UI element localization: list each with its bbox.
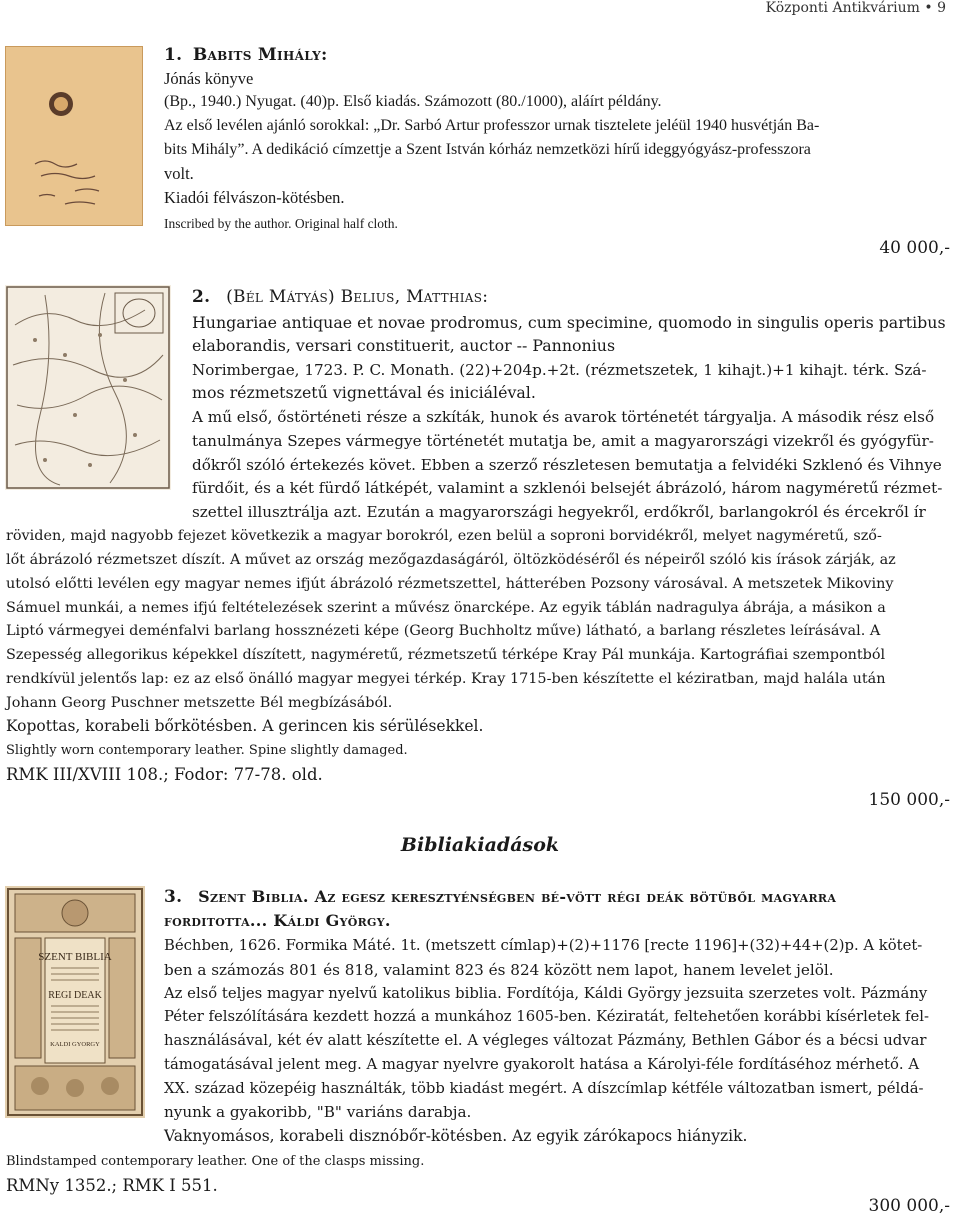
entry-2-line: tanulmánya Szepes vármegye történetét mutatja be, amit a magyarországi vizekről és gyógyfür- <box>192 432 934 450</box>
entry-1-author: Babits Mihály: <box>192 45 328 65</box>
entry-2-line: Liptó vármegyei deménfalvi barlang hossznézeti képe (Georg Buchholtz műve) látható, a barlang részletes leírásával. A <box>6 623 881 639</box>
entry-3-author: Szent Biblia. Az egesz keresztyénségben bé-vött régi deák bötüből magyarra <box>198 887 837 906</box>
entry-1-price: 40 000,- <box>879 238 950 258</box>
bible-author-text: KALDI GYORGY <box>50 1041 100 1048</box>
entry-2-line: mos rézmetszetű vignettával és iniciáléval. <box>192 383 536 402</box>
entry-2-line: utolsó előtti levélen egy magyar nemes ifjút ábrázoló rézmetszettel, hátterében Pozsony városával. A metszetek Mikoviny <box>6 576 894 592</box>
entry-3-line: ben a számozás 801 és 818, valamint 823 és 824 között nem lapot, hanem levelet jelöl. <box>164 961 834 979</box>
entry-2-line: elaborandis, versari constituerit, auctor -- Pannonius <box>192 336 616 355</box>
entry-1-line: Az első levélen ajánló sorokkal: „Dr. Sarbó Artur professzor urnak tisztelete jeléül 1940 husvétján Ba- <box>164 117 820 134</box>
entry-2-reference: RMK III/XVIII 108.; Fodor: 77-78. old. <box>6 765 323 784</box>
bible-subtitle-text: REGI DEAK <box>48 990 102 1001</box>
entry-3-price: 300 000,- <box>868 1196 950 1216</box>
entry-2-title <box>192 286 488 308</box>
entry-1-line: Jónás könyve <box>164 69 254 88</box>
entry-2-line: rendkívül jelentős lap: ez az első önálló magyar megyei térkép. Kray 1715-ben készítette el kéziratban, majd halála után <box>6 671 886 687</box>
entry-2-line: fürdőit, és a két fürdő látképét, valamint a szklenói belsejét ábrázoló, három nagyméretű rézmet- <box>192 479 943 497</box>
entry-2-line: Szepesség allegorikus képekkel díszített, nagyméretű, rézmetszetű térképe Kray Pál munkája. Kartográfiai szempontból <box>6 647 886 663</box>
entry-2-number: 2. <box>192 287 211 307</box>
entry-3-title-cont <box>164 910 391 932</box>
bible-title-page-image <box>5 886 145 1118</box>
section-title: Bibliakiadások <box>400 834 560 856</box>
page-header: Központi Antikvárium • 9 <box>765 0 946 16</box>
entry-3-reference: RMNy 1352.; RMK I 551. <box>6 1176 218 1195</box>
entry-1-english: Inscribed by the author. Original half cloth. <box>164 216 398 231</box>
entry-2-line: lőt ábrázoló rézmetszet díszít. A művet az ország mezőgazdaságáról, öltözködéséről és népeiről szóló kis írások zárják, az <box>6 552 896 568</box>
entry-3-line: XX. század közepéig használták, több kiadást megért. A díszcímlap kétféle változatban ismert, példá- <box>164 1080 924 1097</box>
entry-2-price: 150 000,- <box>868 790 950 810</box>
entry-2-line: Sámuel munkái, a nemes ifjú feltételezések szerint a művész önarcképe. Az egyik táblán nadragulya ábrája, a másikon a <box>6 600 886 616</box>
entry-1-line: (Bp., 1940.) Nyugat. (40)p. Első kiadás. Számozott (80./1000), aláírt példány. <box>164 93 662 110</box>
entry-1-line: Kiadói félvászon-kötésben. <box>164 188 345 207</box>
entry-3-english: Blindstamped contemporary leather. One of the clasps missing. <box>6 1154 425 1169</box>
entry-3-author2: forditotta... Káldi György. <box>164 911 391 930</box>
entry-2-line: A mű első, őstörténeti része a szkíták, hunok és avarok történetét tárgyalja. A második rész első <box>192 408 935 426</box>
entry-3-line: nyunk a gyakoribb, "B" variáns darabja. <box>164 1103 472 1121</box>
entry-3-line: használásával, két év alatt készítette el. A végleges változat Pázmány, Bethlen Gábor és a bécsi udvar <box>164 1032 927 1049</box>
entry-3-line: Vaknyomásos, korabeli disznóbőr-kötésben. Az egyik zárókapocs hiányzik. <box>164 1127 748 1145</box>
entry-2-author: (Bél Mátyás) Belius, Matthias: <box>226 287 489 307</box>
entry-2-line: szettel illusztrálja azt. Ezután a magyarországi hegyekről, erdőkről, barlangokról és ércekről ír <box>192 503 926 521</box>
entry-1-line: volt. <box>164 164 194 183</box>
entry-3-line: támogatásával jelent meg. A magyar nyelvre gyakorolt hatása a Károlyi-féle fordításéhoz mérhető. A <box>164 1056 920 1073</box>
entry-3-line: Péter felszólítására kezdett hozzá a munkához 1605-ben. Kéziratát, feltehetően korábbi kísérletek fel- <box>164 1008 929 1025</box>
entry-2-line: Hungariae antiquae et novae prodromus, cum specimine, quomodo in singulis operis partibus <box>192 313 946 332</box>
entry-1-number: 1. <box>164 45 183 65</box>
bible-title-text: SZENT BIBLIA <box>38 951 112 963</box>
entry-3-line: Az első teljes magyar nyelvű katolikus biblia. Fordítója, Káldi György jezsuita szerzetes volt. Pázmány <box>164 985 928 1002</box>
entry-2-line: Kopottas, korabeli bőrkötésben. A gerincen kis sérülésekkel. <box>6 717 484 735</box>
entry-2-english: Slightly worn contemporary leather. Spine slightly damaged. <box>6 743 408 758</box>
entry-1-title <box>164 44 328 66</box>
book-cover-image <box>5 46 143 226</box>
entry-2-line: röviden, majd nagyobb fejezet következik a magyar borokról, ezen belül a soproni borvidékről, melyet nagyméretű, sző- <box>6 528 882 544</box>
entry-3-line: Béchben, 1626. Formika Máté. 1t. (metszett címlap)+(2)+1176 [recte 1196]+(32)+44+(2)p. A kötet- <box>164 937 923 954</box>
entry-2-line: Johann Georg Puschner metszette Bél megbízásából. <box>6 695 393 711</box>
map-engraving-image <box>5 285 171 490</box>
entry-2-line: Norimbergae, 1723. P. C. Monath. (22)+204p.+2t. (rézmetszetek, 1 kihajt.)+1 kihajt. térk. Szá- <box>192 361 927 379</box>
entry-1-line: bits Mihály”. A dedikáció címzettje a Szent István kórház nemzetközi hírű ideggyógyász-professzora <box>164 141 811 158</box>
entry-2-line: dőkről szóló értekezés követ. Ebben a szerző részletesen bemutatja a felvidéki Szklenó és Vihnye <box>192 456 942 474</box>
entry-3-number: 3. <box>164 887 183 907</box>
entry-3-title <box>164 886 836 908</box>
